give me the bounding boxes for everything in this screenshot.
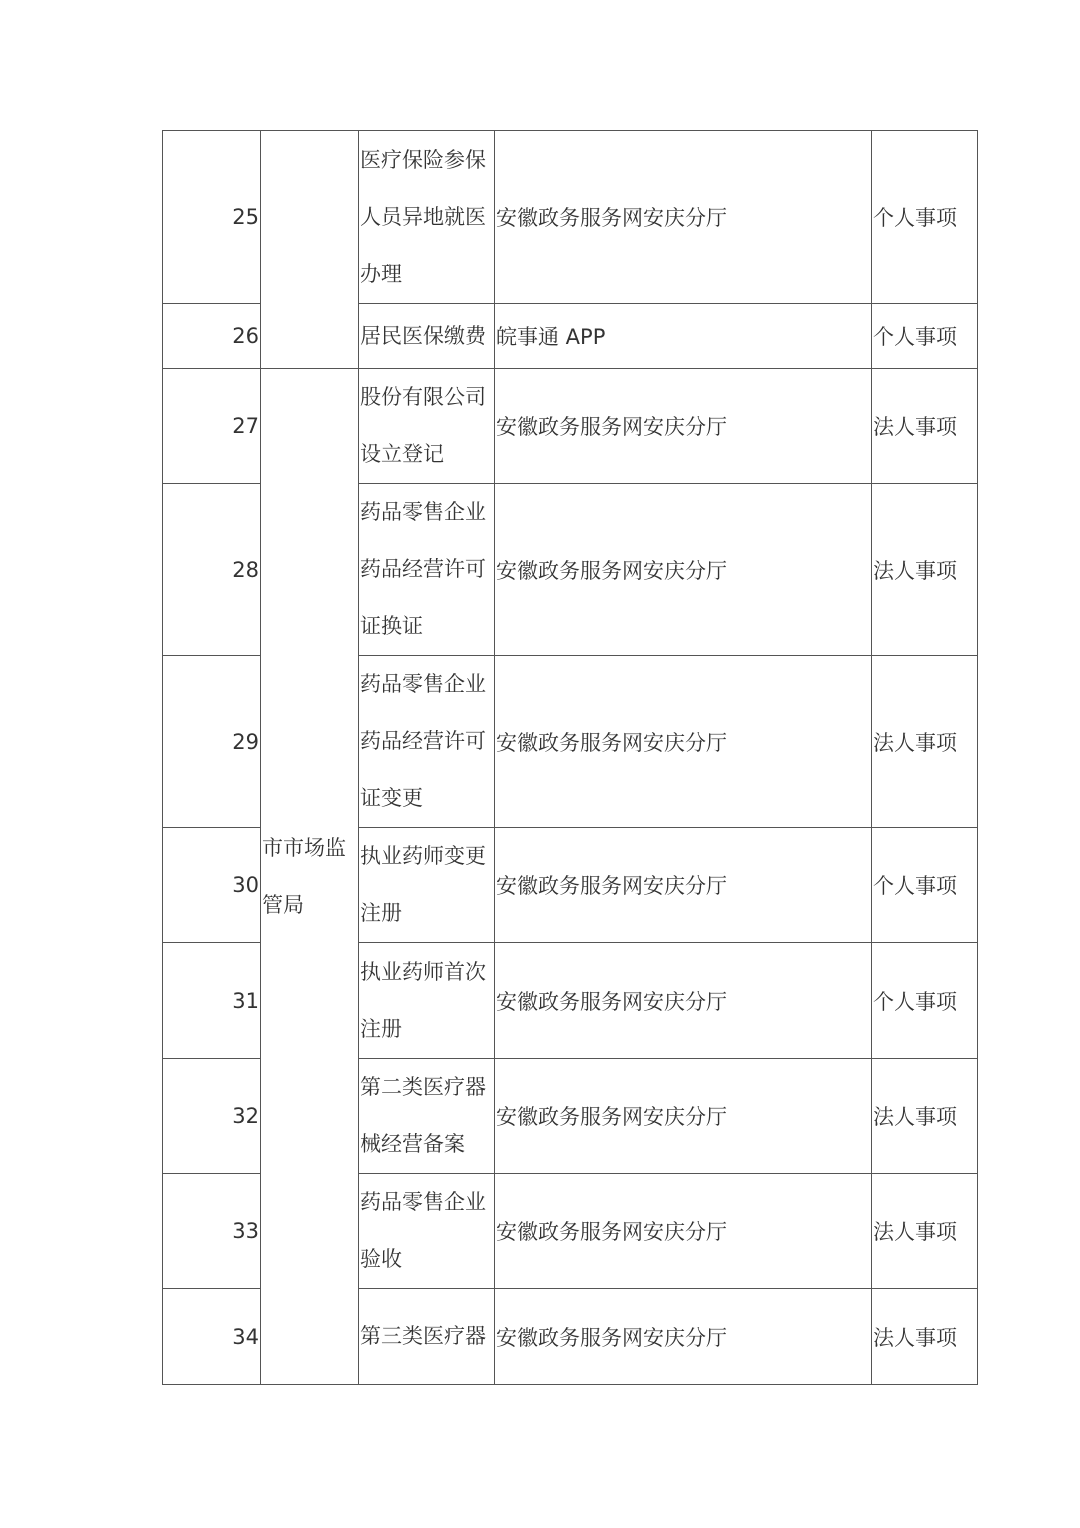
row-number: 33 (163, 1174, 261, 1289)
item-type: 法人事项 (872, 1289, 978, 1385)
service-platform: 安徽政务服务网安庆分厅 (495, 1174, 872, 1289)
item-name: 医疗保险参保人员异地就医办理 (359, 131, 495, 304)
service-platform: 安徽政务服务网安庆分厅 (495, 484, 872, 656)
item-type: 法人事项 (872, 1059, 978, 1174)
row-number: 32 (163, 1059, 261, 1174)
item-type: 个人事项 (872, 304, 978, 369)
service-platform: 皖事通 APP (495, 304, 872, 369)
item-name: 股份有限公司设立登记 (359, 369, 495, 484)
service-platform: 安徽政务服务网安庆分厅 (495, 131, 872, 304)
item-type: 个人事项 (872, 943, 978, 1059)
row-number: 25 (163, 131, 261, 304)
item-name: 药品零售企业验收 (359, 1174, 495, 1289)
row-number: 30 (163, 828, 261, 943)
item-type: 法人事项 (872, 1174, 978, 1289)
row-number: 29 (163, 656, 261, 828)
row-number: 31 (163, 943, 261, 1059)
service-platform: 安徽政务服务网安庆分厅 (495, 369, 872, 484)
row-number: 34 (163, 1289, 261, 1385)
department-cell (261, 131, 359, 369)
row-number: 27 (163, 369, 261, 484)
item-type: 法人事项 (872, 484, 978, 656)
table-row (163, 131, 978, 304)
item-type: 法人事项 (872, 656, 978, 828)
item-type: 个人事项 (872, 828, 978, 943)
item-name: 药品零售企业药品经营许可证换证 (359, 484, 495, 656)
item-name: 居民医保缴费 (359, 304, 495, 369)
item-name: 第三类医疗器 (359, 1289, 495, 1385)
service-platform: 安徽政务服务网安庆分厅 (495, 656, 872, 828)
items-table (162, 130, 978, 1385)
department-cell: 市市场监管局 (261, 369, 359, 1385)
item-type: 个人事项 (872, 131, 978, 304)
item-name: 药品零售企业药品经营许可证变更 (359, 656, 495, 828)
service-platform: 安徽政务服务网安庆分厅 (495, 828, 872, 943)
table-row (163, 369, 978, 484)
service-platform: 安徽政务服务网安庆分厅 (495, 1059, 872, 1174)
service-platform: 安徽政务服务网安庆分厅 (495, 1289, 872, 1385)
row-number: 28 (163, 484, 261, 656)
row-number: 26 (163, 304, 261, 369)
item-name: 执业药师变更注册 (359, 828, 495, 943)
item-type: 法人事项 (872, 369, 978, 484)
service-platform: 安徽政务服务网安庆分厅 (495, 943, 872, 1059)
item-name: 执业药师首次注册 (359, 943, 495, 1059)
item-name: 第二类医疗器械经营备案 (359, 1059, 495, 1174)
